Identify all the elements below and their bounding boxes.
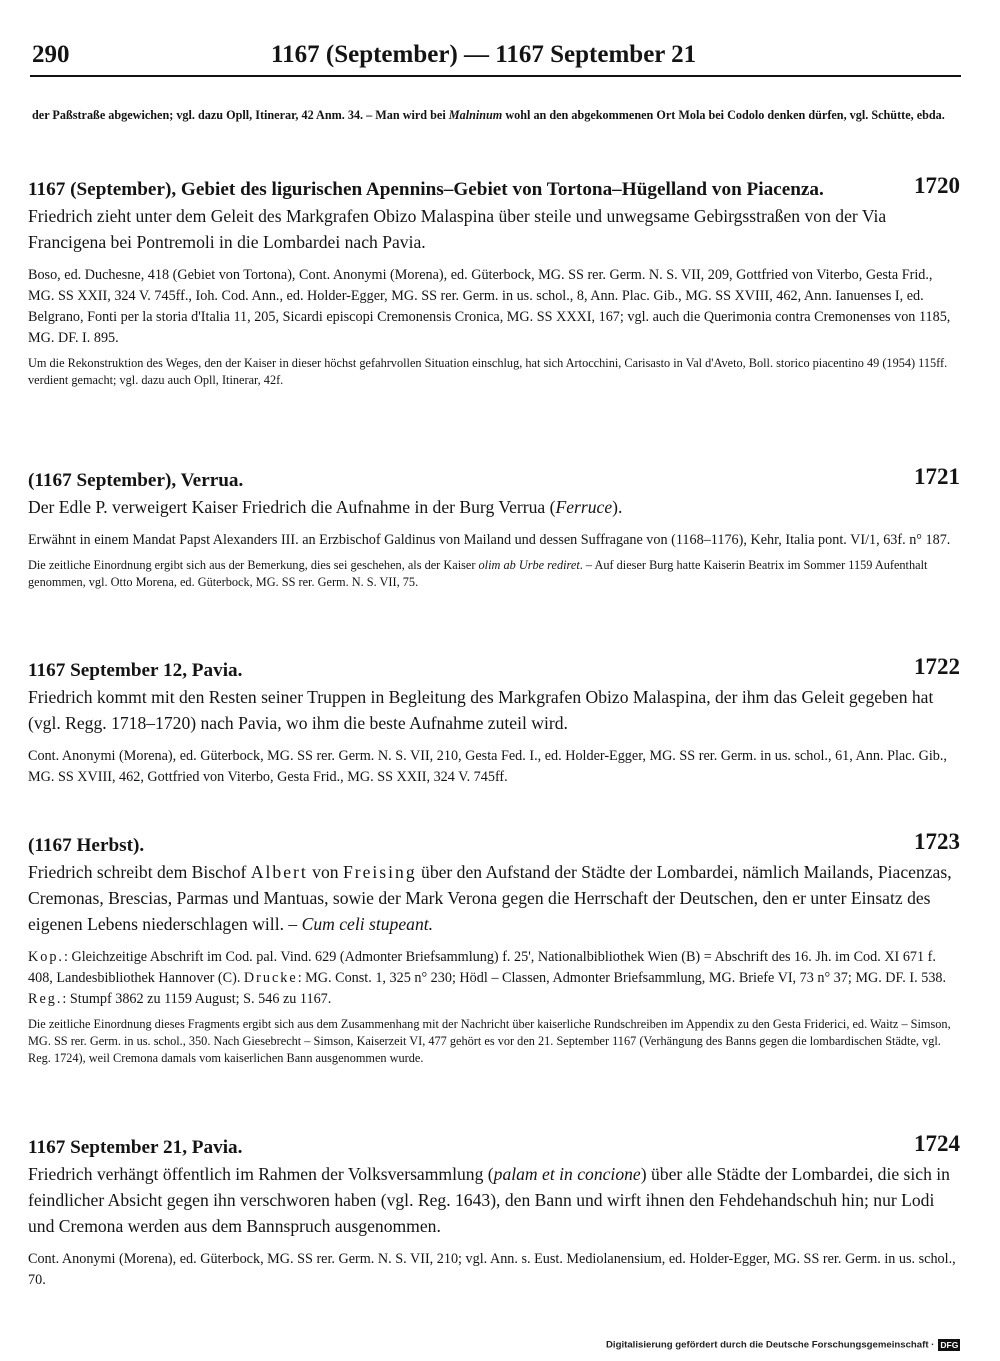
regest-sources: Cont. Anonymi (Morena), ed. Güterbock, MG. SS rer. Germ. N. S. VII, 210, Gesta Fed. I., ed. Holder-Egger, MG. SS rer. Germ. in us. schol., 61, Ann. Plac. Gib., MG. SS XVIII, 462, Gottfried von Viterbo, Gesta Frid., MG. SS XXII, 324 V. 745ff. (28, 748, 947, 785)
regest-heading: 1167 September 21, Pavia. 1724 (28, 1131, 960, 1158)
page-header (30, 41, 961, 77)
regest-summary: Der Edle P. verweigert Kaiser Friedrich die Aufnahme in der Burg Verrua (Ferruce). (28, 497, 623, 517)
regest-sources: Kop.: Gleichzeitige Abschrift im Cod. pal. Vind. 629 (Admonter Briefsammlung) f. 25', Nationalbibliothek Wien (B) = Abschrift des 16. Jh. im Cod. XI 671 f. 408, Landesbibliothek Hannover (C). Drucke: MG. Const. 1, 325 n° 230; Hödl – Classen, Admonter Briefsammlung, MG. Briefe VI, 73 n° 37; MG. DF. I. 538. Reg.: Stumpf 3862 zu 1159 August; S. 546 zu 1167. (28, 949, 947, 1007)
running-title: 1167 (September) — 1167 September 21 (271, 41, 697, 68)
regest-number: 1724 (914, 1131, 960, 1156)
digitization-credit: Digitalisierung gefördert durch die Deutsche Forschungsgemeinschaft · DFG (606, 1339, 959, 1351)
regest-1723 (28, 829, 960, 1067)
regest-1724 (28, 1131, 960, 1291)
regest-sources: Cont. Anonymi (Morena), ed. Güterbock, MG. SS rer. Germ. N. S. VII, 210; vgl. Ann. s. Eust. Mediolanensium, ed. Holder-Egger, MG. SS rer. Germ. in us. schol., 70. (28, 1251, 956, 1288)
regest-summary: Friedrich kommt mit den Resten seiner Truppen in Begleitung des Markgrafen Obizo Malaspina, der ihm das Geleit gegeben hat (vgl. Regg. 1718–1720) nach Pavia, wo ihm die beste Aufnahme zuteil wird. (28, 687, 934, 733)
regest-1721 (28, 464, 960, 591)
regest-summary: Friedrich schreibt dem Bischof Albert von Freising über den Aufstand der Städte der Lombardei, nämlich Mailands, Piacenzas, Cremonas, Brescias, Parmas und Mantuas, sowie der Mark Verona gegen die Herrschaft der Deutschen, den er unter Einsatz des eigenen Lebens niederschlagen will. – Cum celi stupeant. (28, 862, 952, 934)
regest-note: Die zeitliche Einordnung dieses Fragments ergibt sich aus dem Zusammenhang mit der Nachricht über kaiserliche Rundschreiben im Appendix zu den Gesta Friderici, ed. Waitz – Simson, MG. SS rer. Germ. in us. schol., 350. Nach Giesebrecht – Simson, Kaiserzeit VI, 477 gehört es vor den 21. September 1167 (Verhängung des Banns gegen die lombardischen Städte, vgl. Reg. 1724), weil Cremona damals vom kaiserlichen Bann ausgenommen wurde. (28, 1017, 951, 1065)
regest-heading: (1167 Herbst). 1723 (28, 829, 960, 856)
regest-number: 1721 (914, 464, 960, 489)
regest-1722 (28, 654, 960, 788)
regest-number: 1723 (914, 829, 960, 854)
regest-note: Die zeitliche Einordnung ergibt sich aus der Bemerkung, dies sei geschehen, als der Kaiser olim ab Urbe rediret. – Auf dieser Burg hatte Kaiserin Beatrix im Sommer 1159 Aufenthalt genommen, vgl. Otto Morena, ed. Güterbock, MG. SS rer. Germ. N. S. VII, 75. (28, 558, 928, 589)
page-number: 290 (32, 41, 70, 68)
regest-summary: Friedrich zieht unter dem Geleit des Markgrafen Obizo Malaspina über steile und unwegsame Gebirgsstraßen von der Via Francigena bei Pontremoli in die Lombardei nach Pavia. (28, 206, 887, 252)
regest-sources: Boso, ed. Duchesne, 418 (Gebiet von Tortona), Cont. Anonymi (Morena), ed. Güterbock, MG. SS rer. Germ. N. S. VII, 209, Gottfried von Viterbo, Gesta Frid., MG. SS XXII, 324 V. 745ff., Ioh. Cod. Ann., ed. Holder-Egger, MG. SS rer. Germ. in us. schol., 8, Ann. Plac. Gib., MG. SS XVIII, 462, Ann. Ianuenses I, ed. Belgrano, Fonti per la storia d'Italia 11, 205, Sicardi episcopi Cremonensis Cronica, MG. SS XXXI, 167; vgl. auch die Querimonia contra Cremonenses von 1185, MG. DF. I. 895. (28, 267, 951, 346)
regest-number: 1720 (914, 173, 960, 198)
regest-heading: 1167 (September), Gebiet des ligurischen Apennins–Gebiet von Tortona–Hügelland von Piacenza. 1720 (28, 173, 960, 200)
regest-number: 1722 (914, 654, 960, 679)
regest-heading: 1167 September 12, Pavia. 1722 (28, 654, 960, 681)
regest-1720 (28, 173, 960, 389)
regest-sources: Erwähnt in einem Mandat Papst Alexanders III. an Erzbischof Galdinus von Mailand und dessen Suffragane von (1168–1176), Kehr, Italia pont. VI/1, 63f. n° 187. (28, 532, 951, 548)
regest-note: Um die Rekonstruktion des Weges, den der Kaiser in dieser höchst gefahrvollen Situation einschlug, hat sich Artocchini, Carisasto in Val d'Aveto, Boll. storico piacentino 49 (1954) 115ff. verdient gemacht; vgl. dazu auch Opll, Itinerar, 42f. (28, 356, 948, 387)
carried-footnote: der Paßstraße abgewichen; vgl. dazu Opll, Itinerar, 42 Anm. 34. – Man wird bei Malninum wohl an den abgekommenen Ort Mola bei Codolo denken dürfen, vgl. Schütte, ebda. (32, 108, 945, 122)
dfg-logo: DFG (940, 1340, 959, 1350)
regest-summary: Friedrich verhängt öffentlich im Rahmen der Volksversammlung (palam et in concione) über alle Städte der Lombardei, die sich in feindlicher Absicht gegen ihn verschworen haben (vgl. Reg. 1643), den Bann und wirft ihnen den Fehdehandschuh hin; nur Lodi und Cremona werden aus dem Bannspruch ausgenommen. (28, 1164, 950, 1236)
regest-heading: (1167 September), Verrua. 1721 (28, 464, 960, 491)
